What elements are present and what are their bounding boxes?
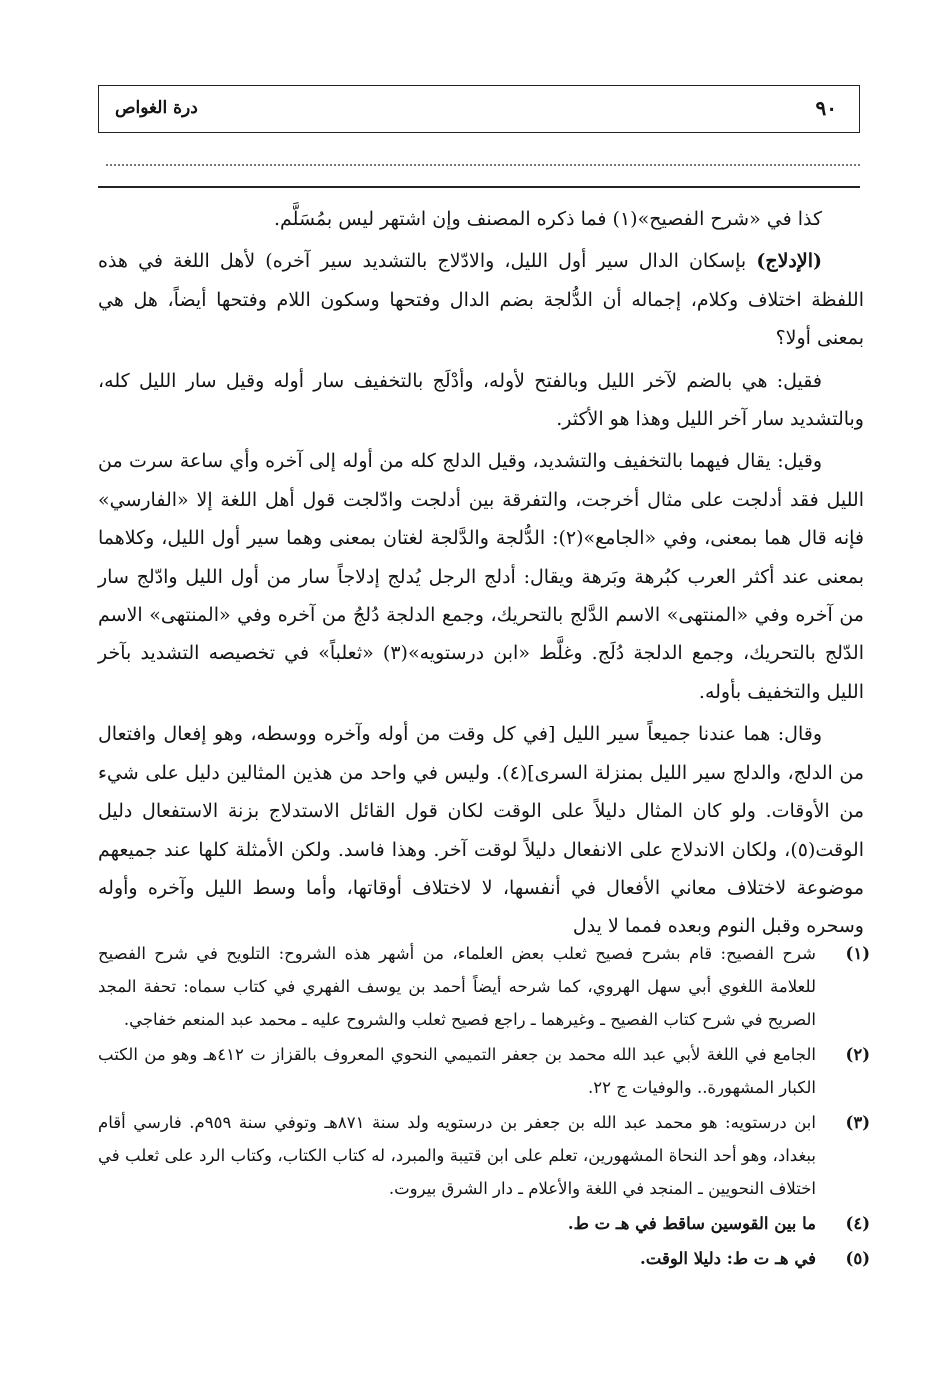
footnote — [98, 1242, 870, 1275]
page-number: ٩٠ — [815, 96, 837, 120]
footnote-number: (٤) — [845, 1214, 870, 1233]
paragraph: فقيل: هي بالضم لآخر الليل وبالفتح لأوله، وأدْلَج بالتخفيف سار أوله وقيل سار الليل كله، وبالتشديد سار آخر الليل وهذا هو الأكثر. — [98, 369, 864, 431]
lemma-heading: (الإدلاج) — [756, 250, 822, 273]
paragraph — [98, 242, 864, 357]
footnote-text: ابن درستويه: هو محمد عبد الله بن جعفر بن درستويه ولد سنة ٨٧١هـ وتوفي سنة ٩٥٩م. فارسي أقام ببغداد، وهو أحد النحاة المشهورين، تعلم على ابن قتيبة والمبرد، له كتاب الكتاب، وكتاب الرد على ثعلب في اختلاف النحويين ـ المنجد في اللغة والأعلام ـ دار الشرق بيروت. — [98, 1113, 816, 1198]
main-text — [98, 200, 864, 946]
footnote — [98, 1207, 870, 1240]
running-title: درة الغواص — [115, 98, 198, 118]
footnote — [98, 1106, 870, 1205]
paragraph-text: بإسكان الدال سير أول الليل، والادّلاج بالتشديد سير آخره) لأهل اللغة في هذه اللفظة اختلاف وكلام، إجماله أن الدُّلجة بضم الدال وفتحها وسكون اللام وفتحها أيضاً، هل هي بمعنى أولا؟ — [98, 250, 864, 350]
paragraph: وقيل: يقال فيهما بالتخفيف والتشديد، وقيل الدلج كله من أوله إلى آخره وأي ساعة سرت من الليل فقد أدلجت على مثال أخرجت، والتفرقة بين أدلجت وادّلجت قول أهل اللغة إلا «الفارسي» فإنه قال هما بمعنى، وفي «الجامع»(٢): الدُّلجة والدَّلجة لغتان بمعنى وهما سير أول الليل، وكلاهما بمعنى عند أكثر العرب كبُرهة وبَرهة ويقال: أدلج الرجل يُدلج إدلاجاً سار من أول الليل وادّلج سار من آخره وفي «المنتهى» الاسم الدَّلج بالتحريك، وجمع الدلجة دُلجُ من آخره وفي «المنتهى» الاسم الدّلج بالتحريك، وجمع الدلجة دُلَج. وغلَّط «ابن درستويه»(٣) «ثعلباً» في تخصيصه التشديد بآخر الليل والتخفيف بأوله. — [98, 450, 865, 703]
footnotes — [98, 937, 870, 1275]
paragraph: وقال: هما عندنا جميعاً سير الليل [في كل وقت من أوله وآخره ووسطه، وهو إفعال وافتعال من الدلج، والدلج سير الليل بمنزلة السرى](٤). وليس في واحد من هذين المثالين دليل على شيء من الأوقات. ولو كان المثال دليلاً على الوقت لكان قول القائل الاستدلاج بزنة الاستفعال دليل الوقت(٥)، ولكان الاندلاج على الانفعال دليلاً لوقت آخر. وهذا فاسد. ولكن الأمثلة كلها عند جميعهم موضوعة لاختلاف معاني الأفعال في أنفسها، لا لاختلاف أوقاتها، وأما وسط الليل وآخره وأوله وسحره وقبل النوم وبعده فمما لا يدل — [98, 723, 864, 938]
dotted-separator — [106, 154, 860, 166]
footnote-number: (١) — [845, 944, 870, 963]
footnote-text: في هـ ت ط: دليلا الوقت. — [640, 1249, 816, 1268]
footnote-number: (٢) — [845, 1045, 870, 1064]
footnote-text: الجامع في اللغة لأبي عبد الله محمد بن جعفر التميمي النحوي المعروف بالقزاز ت ٤١٢هـ وهو من الكتب الكبار المشهورة.. والوفيات ج ٢٢. — [98, 1045, 816, 1097]
footnote-number: (٥) — [845, 1249, 870, 1268]
footnote — [98, 1038, 870, 1104]
header-rule — [98, 186, 860, 188]
paragraph: كذا في «شرح الفصيح»(١) فما ذكره المصنف وإن اشتهر ليس بمُسَلَّم. — [274, 208, 822, 230]
footnote-number: (٣) — [845, 1113, 870, 1132]
footnote — [98, 937, 870, 1036]
footnote-text: ما بين القوسين ساقط في هـ ت ط. — [567, 1214, 816, 1233]
running-header — [98, 85, 860, 133]
footnote-text: شرح الفصيح: قام بشرح فصيح ثعلب بعض العلماء، من أشهر هذه الشروح: التلويح في شرح الفصيح للعلامة اللغوي أبي سهل الهروي، كما شرحه أيضاً أحمد بن يوسف الفهري في كتاب سماه: تحفة المجد الصريح في شرح كتاب الفصيح ـ وغيرهما ـ راجع فصيح ثعلب والشروح عليه ـ محمد عبد المنعم خفاجي. — [98, 944, 816, 1029]
